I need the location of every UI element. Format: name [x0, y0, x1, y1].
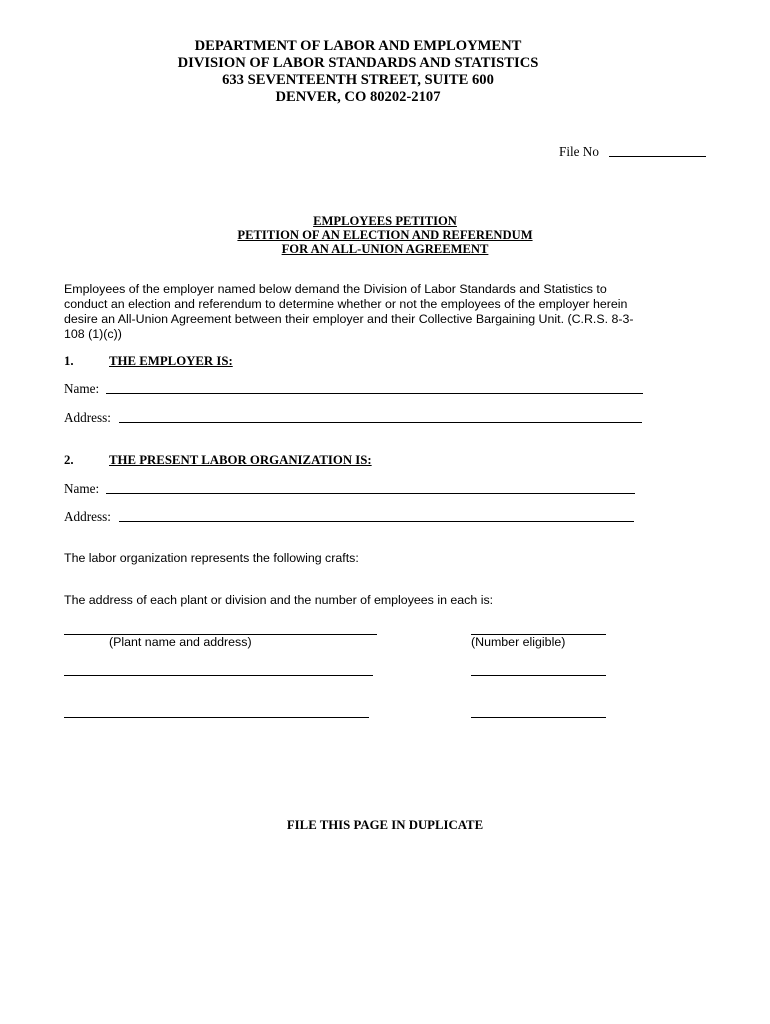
form-title: EMPLOYEES PETITION [313, 214, 457, 228]
labor-org-name-label: Name: [64, 481, 100, 496]
intro-line-2: conduct an election and referendum to determine whether or not the employees of the employer herein [64, 297, 628, 311]
number-eligible-caption: (Number eligible) [471, 635, 566, 649]
agency-name: DEPARTMENT OF LABOR AND EMPLOYMENT [194, 38, 522, 54]
file-no-field[interactable] [609, 156, 706, 157]
section-1-number: 1. [64, 354, 74, 368]
plant-address-field-2[interactable] [64, 675, 373, 676]
section-1-title: THE EMPLOYER IS: [109, 354, 233, 368]
section-2-title: THE PRESENT LABOR ORGANIZATION IS: [109, 453, 372, 467]
intro-line-1: Employees of the employer named below demand the Division of Labor Standards and Statistics to [64, 282, 607, 296]
form-subtitle-1: PETITION OF AN ELECTION AND REFERENDUM [237, 228, 533, 242]
plants-text: The address of each plant or division and the number of employees in each is: [64, 593, 494, 607]
labor-org-address-field[interactable] [119, 521, 634, 522]
crafts-text: The labor organization represents the following crafts: [64, 551, 359, 565]
intro-line-3: desire an All-Union Agreement between their employer and their Collective Bargaining Unit. (C.R.S. 8-3- [64, 312, 634, 326]
street-address: 633 SEVENTEENTH STREET, SUITE 600 [222, 72, 494, 88]
file-duplicate-notice: FILE THIS PAGE IN DUPLICATE [286, 818, 484, 832]
city-state-zip: DENVER, CO 80202-2107 [275, 89, 441, 105]
employer-name-label: Name: [64, 381, 100, 396]
employer-address-label: Address: [64, 410, 111, 425]
form-subtitle-2: FOR AN ALL-UNION AGREEMENT [281, 242, 489, 256]
plant-address-field-3[interactable] [64, 717, 369, 718]
intro-line-4: 108 (1)(c)) [64, 327, 122, 341]
labor-org-name-field[interactable] [106, 493, 635, 494]
section-2-number: 2. [64, 453, 74, 467]
employer-address-field[interactable] [119, 422, 642, 423]
plant-address-caption: (Plant name and address) [109, 635, 252, 649]
labor-org-address-label: Address: [64, 509, 111, 524]
number-eligible-field-2[interactable] [471, 675, 606, 676]
division-name: DIVISION OF LABOR STANDARDS AND STATISTICS [177, 55, 539, 71]
employer-name-field[interactable] [106, 393, 643, 394]
number-eligible-field-3[interactable] [471, 717, 606, 718]
file-no-label: File No [559, 144, 599, 159]
